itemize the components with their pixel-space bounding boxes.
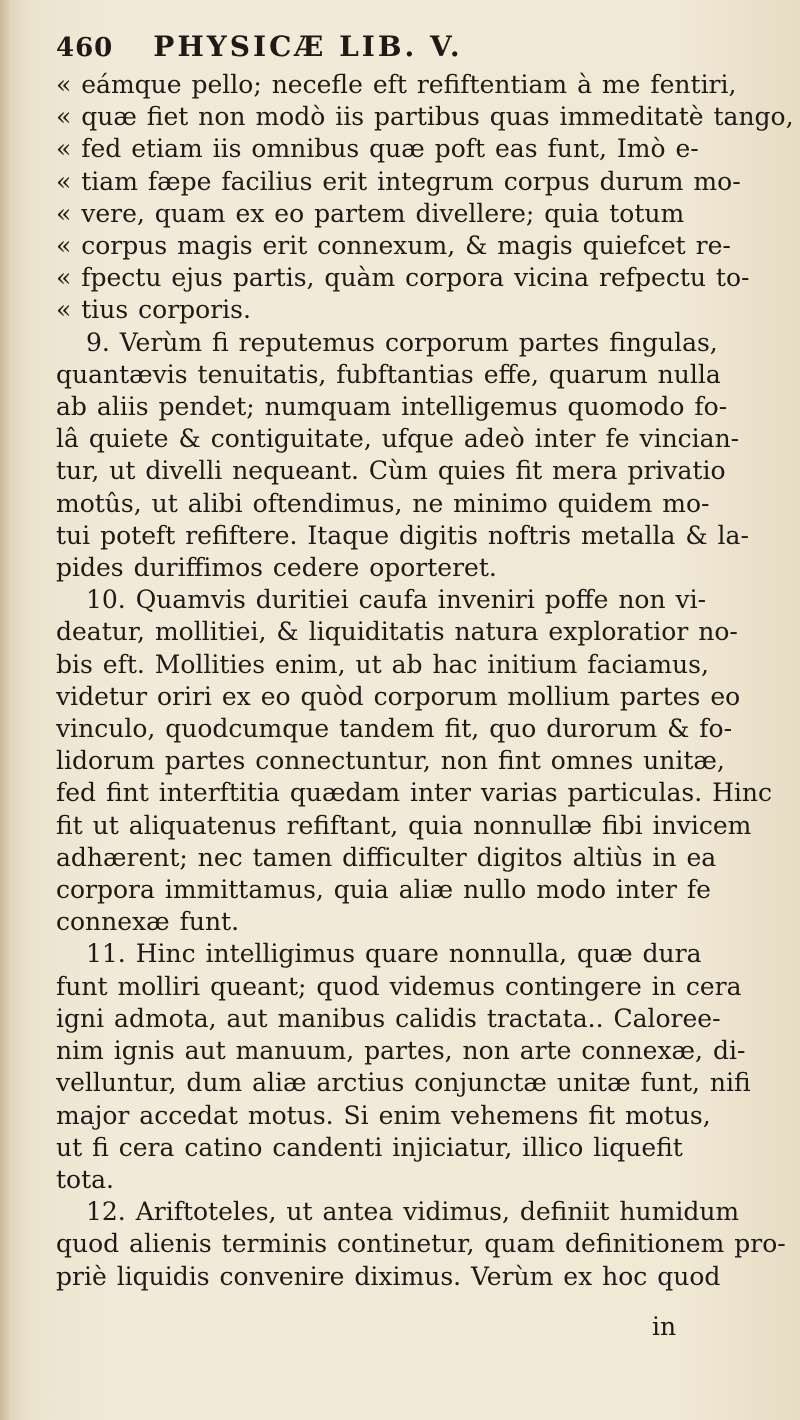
text-line: lidorum partes connectuntur, non fint omnes unitæ,	[56, 746, 725, 776]
text-line: « fed etiam iis omnibus quæ poft eas funt, Imò e-	[56, 134, 699, 164]
text-line: quantævis tenuitatis, fubftantias effe, quarum nulla	[56, 359, 721, 389]
text-line: tui poteft refiftere. Itaque digitis noftris metalla & la-	[56, 520, 749, 550]
text-line: nim ignis aut manuum, partes, non arte connexæ, di-	[56, 1036, 746, 1066]
text-line: corpora immittamus, quia aliæ nullo modo inter fe	[56, 875, 711, 905]
page-number: 460	[56, 33, 114, 63]
running-title: PHYSICÆ LIB. V.	[153, 30, 463, 63]
text-line: funt molliri queant; quod videmus contingere in cera	[56, 971, 742, 1001]
text-line: 11. Hinc intelligimus quare nonnulla, quæ dura	[86, 939, 702, 969]
body-text	[56, 69, 794, 1293]
text-line: vinculo, quodcumque tandem fit, quo durorum & fo-	[56, 714, 733, 744]
text-line: quod alienis terminis continetur, quam definitionem pro-	[56, 1229, 786, 1259]
text-line: pides duriffimos cedere oporteret.	[56, 553, 497, 583]
text-line: connexæ funt.	[56, 907, 240, 937]
text-line: videtur oriri ex eo quòd corporum mollium partes eo	[56, 681, 741, 711]
text-line: igni admota, aut manibus calidis tractata.. Caloree-	[56, 1003, 721, 1033]
text-line: fed fint interftitia quædam inter varias particulas. Hinc	[56, 778, 773, 808]
text-line: « quæ fiet non modò iis partibus quas immeditatè tango,	[56, 102, 794, 132]
text-line: adhærent; nec tamen difficulter digitos altiùs in ea	[56, 842, 717, 872]
text-line: tur, ut divelli nequeant. Cùm quies fit mera privatio	[56, 456, 726, 486]
text-line: 10. Quamvis duritiei caufa inveniri poffe non vi-	[86, 585, 707, 615]
text-line: « tiam fæpe facilius erit integrum corpus durum mo-	[56, 166, 741, 196]
page-header	[56, 30, 746, 65]
text-line: ut fi cera catino candenti injiciatur, illico liquefit	[56, 1132, 683, 1162]
text-line: lâ quiete & contiguitate, ufque adeò inter fe vincian-	[56, 424, 740, 454]
text-line: deatur, mollitiei, & liquiditatis natura exploratior no-	[56, 617, 738, 647]
text-line: « vere, quam ex eo partem divellere; quia totum	[56, 198, 685, 228]
text-line: 9. Verùm fi reputemus corporum partes fingulas,	[86, 327, 718, 357]
text-line: motûs, ut alibi oftendimus, ne minimo quidem mo-	[56, 488, 710, 518]
text-block	[56, 30, 794, 1293]
text-line: bis eft. Mollities enim, ut ab hac initium faciamus,	[56, 649, 709, 679]
text-line: major accedat motus. Si enim vehemens fit motus,	[56, 1100, 711, 1130]
text-line: priè liquidis convenire diximus. Verùm ex hoc quod	[56, 1261, 721, 1291]
page-gutter	[0, 0, 12, 1420]
text-line: tota.	[56, 1164, 114, 1194]
text-line: « tius corporis.	[56, 295, 251, 325]
text-line: velluntur, dum aliæ arctius conjunctæ unitæ funt, nifi	[56, 1068, 751, 1098]
catchword: in	[652, 1312, 677, 1341]
text-line: « fpectu ejus partis, quàm corpora vicina refpectu to-	[56, 263, 750, 293]
text-line: ab aliis pendet; numquam intelligemus quomodo fo-	[56, 392, 728, 422]
text-line: fit ut aliquatenus refiftant, quia nonnullæ fibi invicem	[56, 810, 752, 840]
text-line: 12. Ariftoteles, ut antea vidimus, definiit humidum	[86, 1197, 740, 1227]
text-line: « corpus magis erit connexum, & magis quiefcet re-	[56, 231, 731, 261]
text-line: « eámque pello; necefle eft refiftentiam à me fentiri,	[56, 70, 737, 99]
